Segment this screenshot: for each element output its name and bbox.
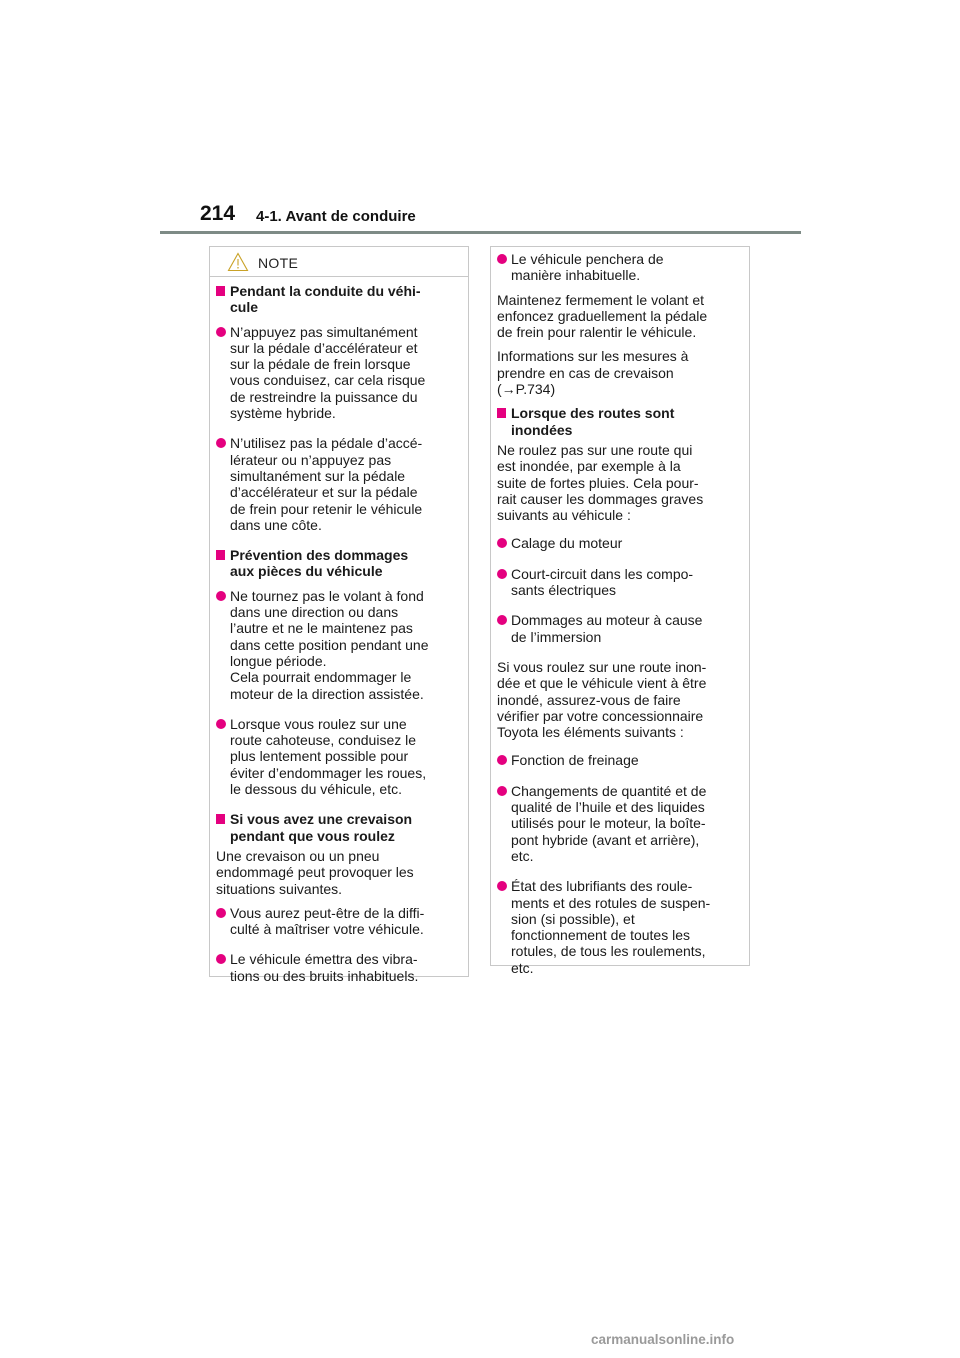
round-bullet-icon — [497, 254, 507, 264]
round-bullet-icon — [216, 438, 226, 448]
warning-triangle-icon — [227, 252, 249, 272]
list-item-text: Court-circuit dans les compo- sants électriques — [511, 565, 694, 599]
square-bullet-icon — [497, 408, 506, 418]
note-header — [210, 247, 468, 277]
list-item — [216, 951, 462, 984]
list-item-text: Calage du moteur — [511, 535, 623, 552]
list-item-text: Fonction de freinage — [511, 752, 639, 769]
round-bullet-icon — [497, 538, 507, 548]
list-item — [216, 324, 462, 422]
page-number: 214 — [200, 202, 236, 225]
heading-text: Prévention des dommages aux pièces du véhicule — [230, 547, 409, 580]
heading-flat-tire — [216, 811, 462, 844]
round-bullet-icon — [216, 591, 226, 601]
list-item-text: Le véhicule émettra des vibra- tions ou des bruits inhabituels. — [230, 951, 419, 984]
list-item-text: N’utilisez pas la pédale d’accé- lérateur ou n’appuyez pas simultanément sur la pédale d’accélérateur et sur la pédale de frein pour retenir le véhicule dans une côte. — [230, 435, 423, 533]
list-item-text: État des lubrifiants des roule- ments et des rotules de suspen- sion (si possible), et fonctionnement de toutes les rotules, de tous les roulements, etc. — [511, 878, 711, 976]
list-item — [216, 588, 462, 702]
round-bullet-icon — [216, 719, 226, 729]
list-item — [497, 878, 743, 976]
list-item — [216, 716, 462, 797]
round-bullet-icon — [497, 881, 507, 891]
round-bullet-icon — [497, 569, 507, 579]
list-item-text: Ne tournez pas le volant à fond dans une direction ou dans l’autre et ne le maintenez pas dans cette position pendant une longue période. Cela pourrait endommager le moteur de la direction assistée. — [230, 587, 429, 702]
list-item — [497, 783, 743, 864]
heading-text: Si vous avez une crevaison pendant que vous roulez — [230, 811, 413, 844]
round-bullet-icon — [497, 615, 507, 625]
square-bullet-icon — [216, 550, 225, 560]
list-item-text: N’appuyez pas simultanément sur la pédale d’accélérateur et sur la pédale de frein lorsque vous conduisez, car cela risque de restreindre la puissance du système hybride. — [230, 323, 426, 422]
list-item — [497, 566, 743, 599]
list-item-text: Dommages au moteur à cause de l’immersion — [511, 612, 703, 645]
heading-flooded-roads — [497, 405, 743, 438]
list-item — [216, 435, 462, 533]
paragraph: Si vous roulez sur une route inon- dée et que le véhicule vient à être inondé, assurez-vous de faire vérifier par votre concessionnaire Toyota les éléments suivants : — [497, 658, 707, 741]
note-box-left — [209, 246, 469, 984]
round-bullet-icon — [497, 755, 507, 765]
note-content-right — [491, 247, 749, 976]
note-label: NOTE — [258, 255, 299, 271]
note-box-right — [490, 246, 750, 976]
heading-text: Lorsque des routes sont inondées — [511, 405, 675, 438]
square-bullet-icon — [216, 286, 225, 296]
heading-text: Pendant la conduite du véhi- cule — [230, 283, 421, 316]
section-title: 4-1. Avant de conduire — [256, 208, 416, 225]
round-bullet-icon — [216, 954, 226, 964]
square-bullet-icon — [216, 814, 225, 824]
heading-damage-prevention — [216, 547, 462, 580]
heading-driving — [216, 283, 462, 316]
paragraph: Une crevaison ou un pneu endommagé peut provoquer les situations suivantes. — [216, 847, 414, 897]
paragraph: Maintenez fermement le volant et enfoncez graduellement la pédale de frein pour ralentir le véhicule. — [497, 291, 708, 341]
round-bullet-icon — [497, 786, 507, 796]
list-item — [497, 535, 743, 551]
list-item — [497, 612, 743, 645]
list-item — [497, 752, 743, 768]
list-item-text: Changements de quantité et de qualité de l’huile et des liquides utilisés pour le moteur, la boîte- pont hybride (avant et arrière), etc. — [511, 782, 707, 864]
list-item-text: Lorsque vous roulez sur une route cahoteuse, conduisez le plus lentement possible pour éviter d’endommager les roues, le dessous du véhicule, etc. — [230, 715, 427, 798]
round-bullet-icon — [216, 327, 226, 337]
paragraph: Ne roulez pas sur une route qui est inondée, par exemple à la suite de fortes pluies. Cela pour- rait causer les dommages graves suivants au véhicule : — [497, 441, 704, 524]
list-item-text: Le véhicule penchera de manière inhabituelle. — [511, 251, 664, 284]
watermark: carmanualsonline.info — [591, 1332, 735, 1347]
round-bullet-icon — [216, 908, 226, 918]
note-content-left — [210, 277, 468, 984]
list-item-text: Vous aurez peut-être de la diffi- culté à maîtriser votre véhicule. — [230, 904, 425, 938]
header-rule — [160, 231, 801, 234]
list-item — [497, 251, 743, 284]
list-item — [216, 905, 462, 938]
paragraph: Informations sur les mesures à prendre en cas de crevaison (→P.734) — [497, 348, 689, 398]
